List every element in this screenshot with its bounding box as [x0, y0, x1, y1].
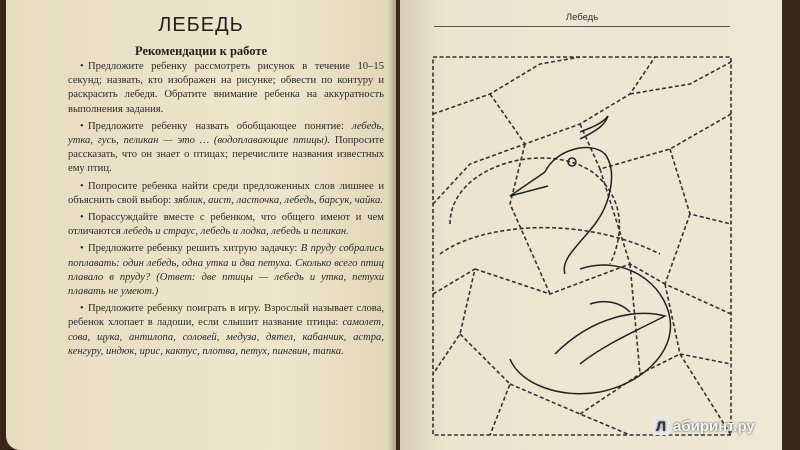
- swan-wing: [555, 313, 665, 364]
- swan-body: [510, 265, 670, 394]
- swan-curve: [440, 228, 660, 254]
- swan-dashed-mosaic-picture: [430, 54, 736, 440]
- mosaic-line: [433, 269, 475, 374]
- paragraph-3: • Попросите ребенка найти среди предложенных слов лишнее и объяснить свой выбор: зяблик, аист, ласточка, лебедь, барсук, чайка.: [68, 180, 384, 206]
- running-head: Лебедь: [565, 12, 599, 23]
- bullet: •: [80, 303, 84, 315]
- bullet: •: [80, 61, 84, 72]
- mosaic-line: [460, 334, 510, 435]
- labirint-logo-icon: Л: [652, 417, 670, 435]
- page-title: ЛЕБЕДЬ: [158, 14, 244, 36]
- mosaic-line: [433, 57, 580, 114]
- paragraph-4: • Порассуждайте вместе с ребенком, что общего имеют и чем отличаются лебедь и страус, лебедь и лодка, лебедь и пеликан.: [68, 212, 384, 238]
- mosaic-line: [630, 264, 640, 374]
- swan-head-neck: [545, 148, 612, 274]
- mosaic-line: [580, 114, 731, 169]
- paragraph-2: • Предложите ребенку назвать обобщающее понятие: лебедь, утка, гусь, пеликан — это … (водоплавающие птицы). Попросите рассказать, что он знает о птицах; перечислите названия известных ему птиц.: [68, 120, 384, 175]
- recommendations-text: [68, 60, 384, 362]
- mosaic-line: [490, 57, 655, 144]
- bullet: •: [80, 243, 84, 255]
- mosaic-line: [630, 62, 731, 94]
- mosaic-line: [510, 384, 630, 435]
- mosaic-line: [670, 149, 731, 224]
- left-page: [6, 0, 396, 450]
- bullet: •: [80, 180, 84, 192]
- swan-crest: [580, 116, 608, 139]
- section-subtitle: Рекомендации к работе: [134, 44, 268, 58]
- paragraph-6: • Предложите ребенку поиграть в игру. Взрослый называет слова, ребенок хлопает в ладоши, если слышит название птицы: самолет, сова, щука, антилопа, соловей, медуза, дятел, кабанчик, астра, кенгуру, индюк, ирис, кактус, плотва, петух, пингвин, тапка.: [68, 303, 384, 357]
- mosaic-line: [600, 169, 630, 264]
- bullet: •: [80, 120, 84, 132]
- mosaic-line: [665, 284, 731, 364]
- picture-frame: [433, 57, 731, 435]
- paragraph-1: • Предложите ребенку рассмотреть рисунок в течение 10–15 секунд; назвать, кто изображен на рисунке; обвести по контуру и раскрасить лебедя. Обратите внимание ребенка на аккуратность выполнения задания.: [68, 61, 384, 115]
- paragraph-5: • Предложите ребенку решить хитрую задачку: В пруду собрались поплавать: один лебедь, одна утка и два петуха. Сколько всего птиц плавало в пруду? (Ответ: две птицы — лебедь и утка, петухи плавать не умеют.): [68, 243, 384, 298]
- mosaic-line: [665, 214, 731, 314]
- mosaic-line: [475, 264, 665, 294]
- swan-wing-feather: [590, 302, 630, 312]
- header-rule: [434, 26, 730, 27]
- mosaic-line: [510, 144, 550, 294]
- swan-back-curve: [450, 158, 619, 264]
- bullet: •: [80, 212, 84, 224]
- watermark-labirint: Л абиринт.ру: [652, 417, 755, 435]
